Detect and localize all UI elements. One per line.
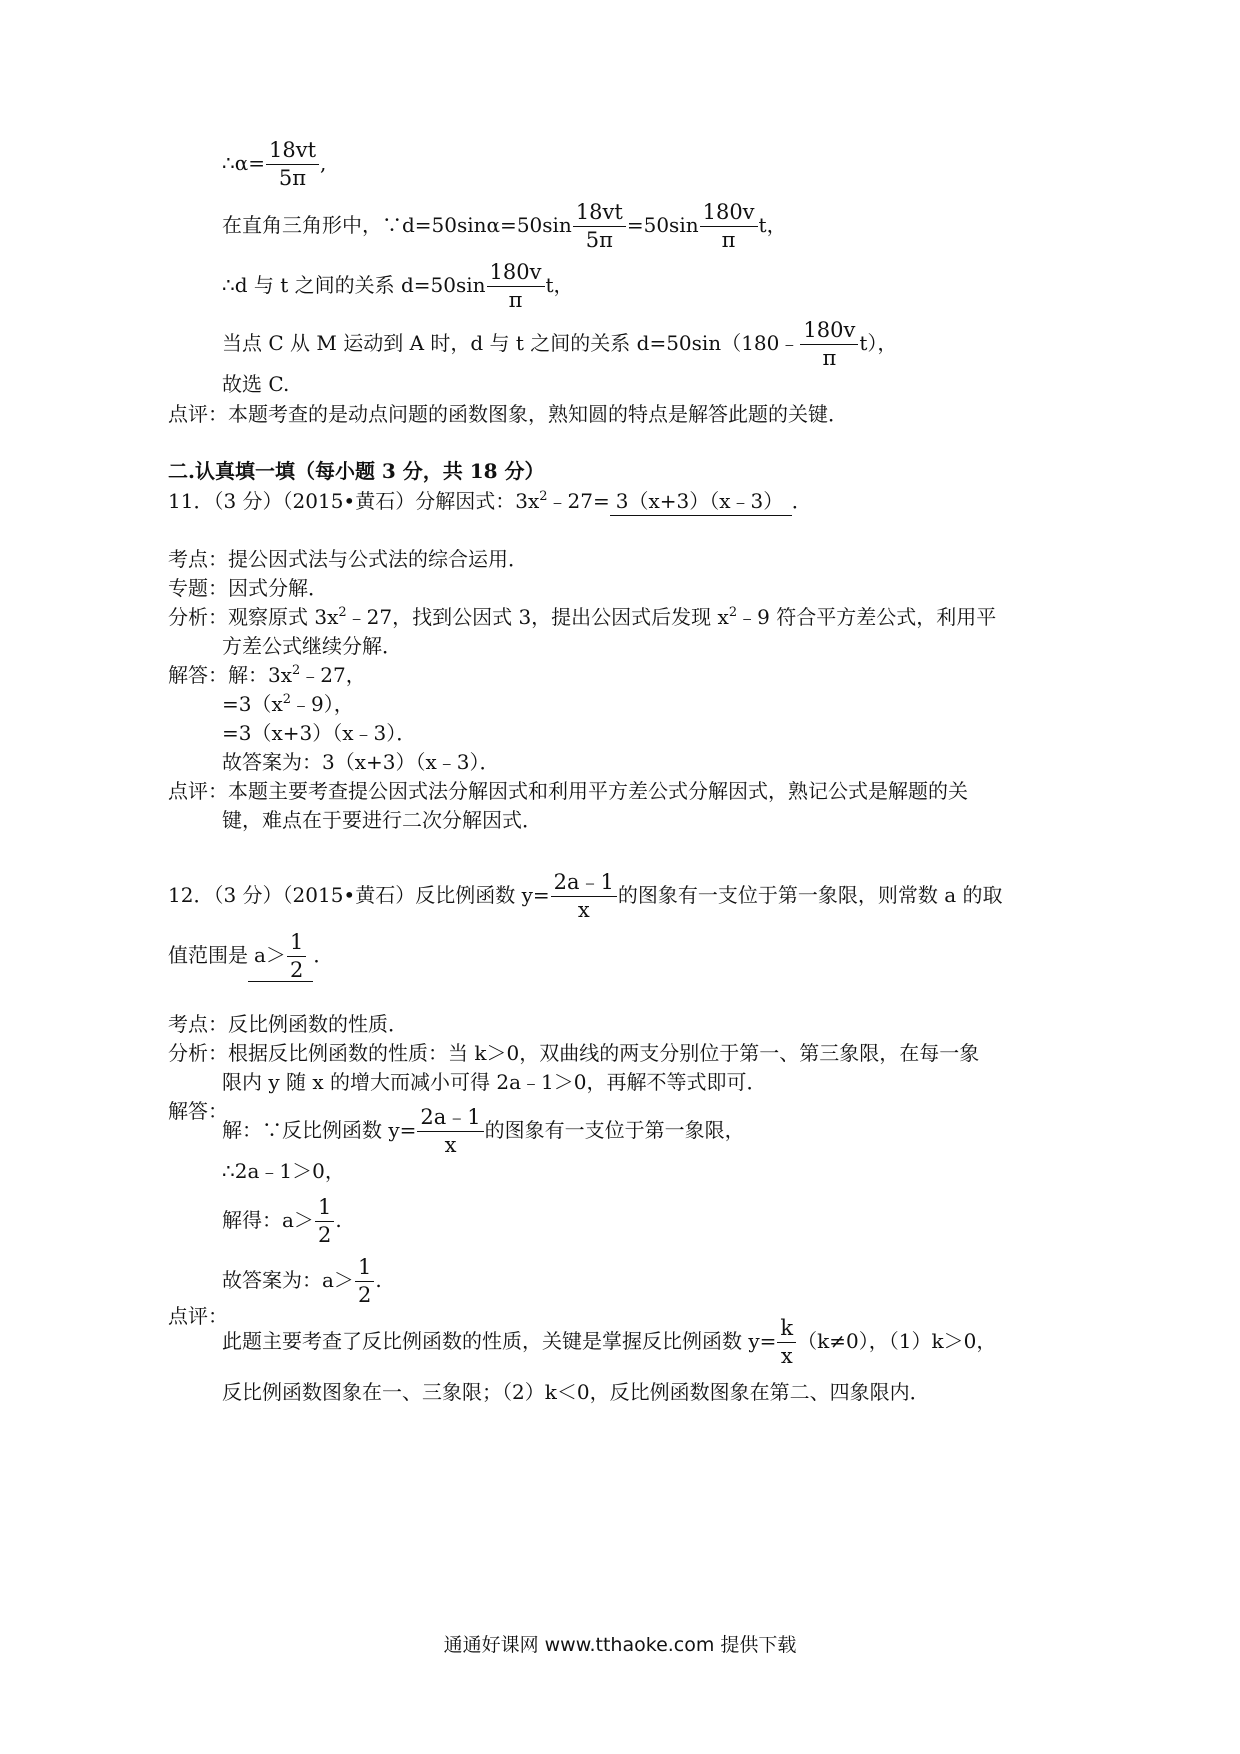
fenxi-line-2: 方差公式继续分解． xyxy=(222,634,402,658)
solution-line: 在直角三角形中，∵d=50sinα=50sin $\frac{18vt}{5\pi}$ =50sin $\frac{180v}{\pi}$ t， xyxy=(222,200,787,252)
solution-line: 故选 C. xyxy=(222,372,290,396)
fraction: $\frac{180v}{\pi}$ xyxy=(487,262,545,311)
fraction: $\frac{180v}{\pi}$ xyxy=(800,320,858,369)
fraction: $\frac{k}{x}$ xyxy=(777,1318,796,1367)
dianping-line-2: 键，难点在于要进行二次分解因式． xyxy=(222,808,542,832)
solution-step: 解得：a＞ $\frac{1}{2}$ . xyxy=(222,1195,342,1247)
dianping-line: 此题主要考查了反比例函数的性质，关键是掌握反比例函数 y= $\frac{k}{x}$ （k≠0），（1）k＞0， xyxy=(222,1316,997,1368)
solution-step: 解：∵反比例函数 y= $\frac{2a﹣1}{x}$ 的图象有一支位于第一象限， xyxy=(222,1105,745,1157)
fraction: $\frac{1}{2}$ xyxy=(315,1197,334,1246)
solution-step: $=3(x^2﹣9)$， xyxy=(222,692,354,716)
kaodian-line: 考点：反比例函数的性质． xyxy=(168,1012,408,1036)
jieda-label: 解答： xyxy=(168,1099,228,1123)
fraction: $\frac{18vt}{5\pi}$ xyxy=(266,140,319,189)
dianping-label: 点评： xyxy=(168,1304,228,1328)
fenxi-line-2: 限内 y 随 x 的增大而减小可得 2a﹣1＞0，再解不等式即可． xyxy=(222,1070,767,1094)
question-11: 11．（3 分）（2015•黄石）分解因式：$3x^2﹣27=$ 3（x+3）（x﹣3） ． xyxy=(168,487,812,516)
page-footer: 通通好课网 www.tthaoke.com 提供下载 xyxy=(443,1634,797,1656)
fenxi-line: 分析：根据反比例函数的性质：当 k＞0，双曲线的两支分别位于第一、第三象限，在每一象 xyxy=(168,1041,980,1065)
dianping-line-2: 反比例函数图象在一、三象限；（2）k＜0，反比例函数图象在第二、四象限内． xyxy=(222,1380,930,1404)
section-title: 二.认真填一填（每小题 3 分，共 18 分） xyxy=(168,459,545,483)
solution-line: ∴α= $\frac{18vt}{5\pi}$ , xyxy=(222,138,327,190)
fraction: $\frac{2a﹣1}{x}$ xyxy=(551,872,617,921)
fraction: $\frac{1}{2}$ xyxy=(287,932,306,981)
dianping-line: 点评：本题主要考查提公因式法分解因式和利用平方差公式分解因式，熟记公式是解题的关 xyxy=(168,779,968,803)
fraction: $\frac{18vt}{5\pi}$ xyxy=(573,202,626,251)
comment-line: 点评：本题考查的是动点问题的函数图象，熟知圆的特点是解答此题的关键． xyxy=(168,402,848,426)
solution-step: 故答案为：3（x+3）（x﹣3）． xyxy=(222,750,500,774)
solution-line: ∴d 与 t 之间的关系 d=50sin $\frac{180v}{\pi}$ t， xyxy=(222,260,574,312)
solution-step: ∴2a﹣1＞0， xyxy=(222,1159,345,1183)
solution-step: 故答案为：a＞ $\frac{1}{2}$ . xyxy=(222,1255,382,1307)
solution-line: 当点 C 从 M 运动到 A 时，d 与 t 之间的关系 d=50sin（180﹣ $\frac{180v}{\pi}$ t）， xyxy=(222,318,898,370)
question-12: 12．（3 分）（2015•黄石）反比例函数 y= $\frac{2a﹣1}{x}$ 的图象有一支位于第一象限，则常数 a 的取 xyxy=(168,870,1003,922)
zhuanti-line: 专题：因式分解． xyxy=(168,576,328,600)
jieda-line: 解答：解：$3x^2﹣27$， xyxy=(168,663,366,687)
solution-step: =3（x+3）（x﹣3）． xyxy=(222,721,417,745)
fenxi-line: 分析：观察原式 $3x^2﹣27$，找到公因式 3，提出公因式后发现 $x^2﹣9$ 符合平方差公式，利用平 xyxy=(168,605,997,629)
fraction: $\frac{1}{2}$ xyxy=(355,1257,374,1306)
answer-blank: a＞ $\frac{1}{2}$ xyxy=(248,932,313,982)
answer-blank: 3（x+3）（x﹣3） xyxy=(610,487,792,516)
question-12-line-2: 值范围是 a＞ $\frac{1}{2}$ ． xyxy=(168,930,334,982)
fraction: $\frac{180v}{\pi}$ xyxy=(700,202,758,251)
kaodian-line: 考点：提公因式法与公式法的综合运用． xyxy=(168,547,528,571)
fraction: $\frac{2a﹣1}{x}$ xyxy=(417,1107,483,1156)
